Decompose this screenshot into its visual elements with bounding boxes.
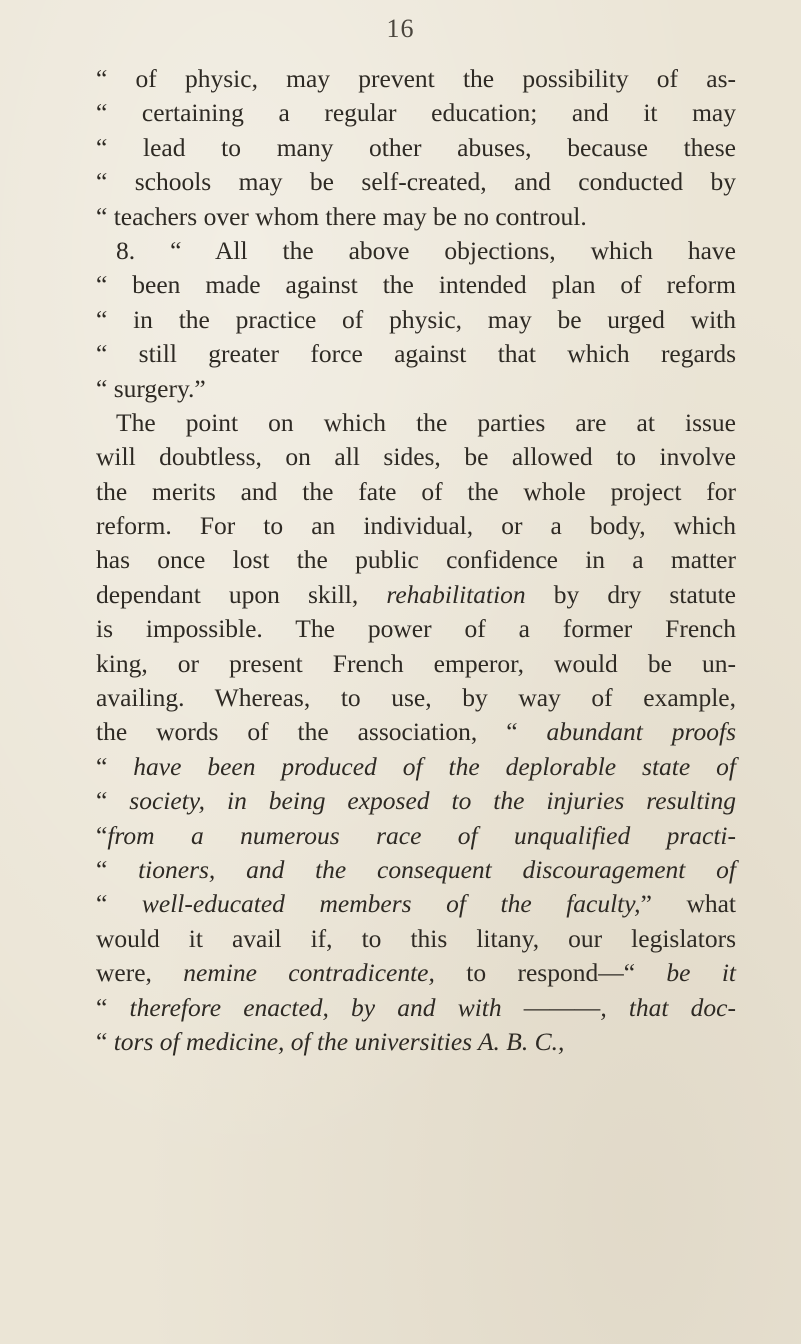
quote-mark: “ bbox=[96, 889, 142, 919]
italic-run: , that doc- bbox=[600, 992, 736, 1022]
text-line: 8. “ All the above objections, which have bbox=[116, 235, 736, 265]
text-run: by dry statute bbox=[525, 579, 736, 609]
text-line: “ teachers over whom there may be no controul. bbox=[96, 201, 587, 231]
text-line bbox=[96, 715, 736, 749]
text-line: will doubtless, on all sides, be allowed to involve bbox=[96, 442, 736, 472]
quote-mark: “ bbox=[96, 1026, 114, 1056]
text-run: were, bbox=[96, 958, 184, 988]
text-line: king, or present French emperor, would be un- bbox=[96, 648, 736, 678]
text-line bbox=[96, 578, 736, 612]
quote-mark: “ bbox=[96, 751, 134, 781]
text-line bbox=[96, 853, 736, 887]
text-line bbox=[96, 887, 736, 921]
text-run: ” what bbox=[640, 889, 737, 919]
italic-run: nemine contradicente, bbox=[183, 958, 435, 988]
italic-run: society, in being exposed to the injuries resulting bbox=[129, 786, 736, 816]
text-line: the merits and the fate of the whole project for bbox=[96, 476, 736, 506]
text-line: would it avail if, to this litany, our legislators bbox=[96, 923, 736, 953]
page-number: 16 bbox=[386, 14, 415, 43]
text-line bbox=[96, 819, 736, 853]
text-line: “ lead to many other abuses, because these bbox=[96, 132, 736, 162]
italic-run: be it bbox=[666, 958, 736, 988]
text-line: “ schools may be self-created, and conducted by bbox=[96, 167, 736, 197]
text-line bbox=[96, 784, 736, 818]
text-line: “ certaining a regular education; and it may bbox=[96, 98, 736, 128]
text-line: has once lost the public confidence in a matter bbox=[96, 545, 736, 575]
text-run: dependant upon skill, bbox=[96, 579, 387, 609]
quote-mark: “ bbox=[96, 786, 130, 816]
italic-run: abundant proofs bbox=[546, 717, 736, 747]
quote-mark: “ bbox=[96, 820, 108, 850]
text-line: availing. Whereas, to use, by way of example, bbox=[96, 683, 736, 713]
italic-run: tioners, and the consequent discouragement of bbox=[138, 854, 736, 884]
text-line bbox=[96, 956, 736, 990]
quote-mark: “ bbox=[96, 992, 130, 1022]
text-line bbox=[96, 1025, 736, 1059]
italic-run: have been produced of the deplorable state of bbox=[133, 751, 736, 781]
text-line: reform. For to an individual, or a body, which bbox=[96, 511, 736, 541]
text-run: to respond—“ bbox=[434, 958, 667, 988]
text-run: ——— bbox=[501, 992, 601, 1022]
italic-run: from a numerous race of unqualified practi- bbox=[107, 820, 736, 850]
italic-run: well-educated members of the faculty, bbox=[141, 889, 641, 919]
text-line: “ still greater force against that which regards bbox=[96, 339, 736, 369]
italic-run: rehabilitation bbox=[386, 579, 526, 609]
text-line: “ in the practice of physic, may be urged with bbox=[96, 304, 736, 334]
italic-run: tors of medicine, of the universities A. B. C., bbox=[113, 1026, 565, 1056]
text-line: “ of physic, may prevent the possibility of as- bbox=[96, 64, 736, 93]
text-line bbox=[96, 991, 736, 1025]
text-line: “ been made against the intended plan of reform bbox=[96, 270, 736, 300]
body-text bbox=[96, 62, 736, 1059]
text-line: “ surgery.” bbox=[96, 373, 206, 403]
text-line: The point on which the parties are at issue bbox=[116, 407, 736, 437]
text-run: the words of the association, “ bbox=[96, 717, 547, 747]
text-line bbox=[96, 750, 736, 784]
quote-mark: “ bbox=[96, 854, 139, 884]
text-line: is impossible. The power of a former French bbox=[96, 614, 736, 644]
italic-run: therefore enacted, by and with bbox=[129, 992, 502, 1022]
